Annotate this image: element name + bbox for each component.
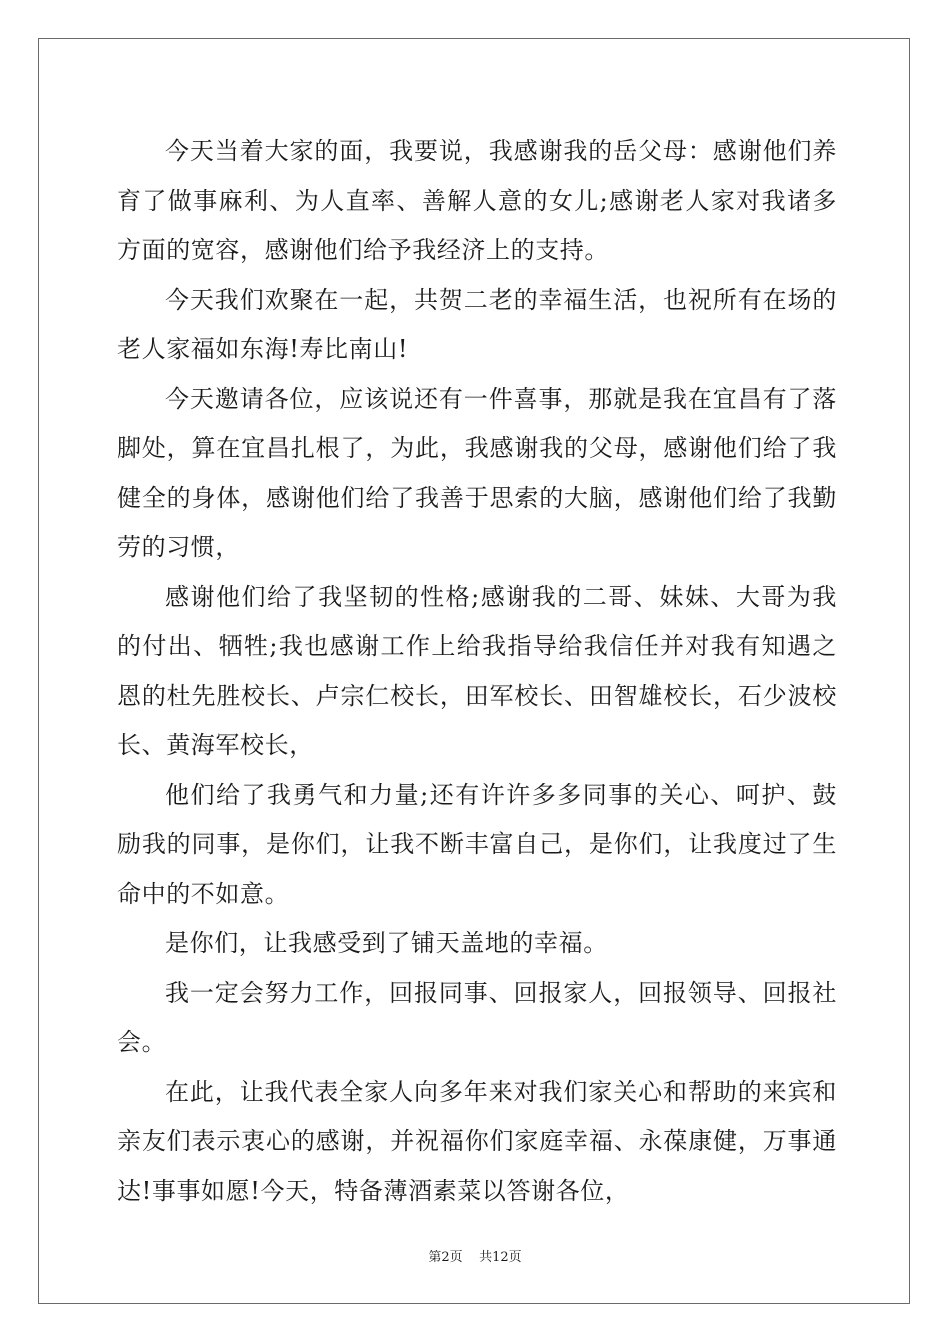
paragraph: 今天当着大家的面，我要说，我感谢我的岳父母：感谢他们养育了做事麻利、为人直率、善解人意的女儿;感谢老人家对我诸多方面的宽容，感谢他们给予我经济上的支持。 — [117, 137, 837, 264]
page-total: 共12页 — [479, 1250, 522, 1265]
paragraph: 今天我们欢聚在一起，共贺二老的幸福生活，也祝所有在场的老人家福如东海!寿比南山! — [117, 285, 837, 363]
document-body — [117, 127, 837, 1216]
paragraph: 在此，让我代表全家人向多年来对我们家关心和帮助的来宾和亲友们表示衷心的感谢，并祝福你们家庭幸福、永葆康健，万事通达!事事如愿!今天，特备薄酒素菜以答谢各位， — [117, 1077, 837, 1205]
paragraph: 他们给了我勇气和力量;还有许许多多同事的关心、呵护、鼓励我的同事，是你们，让我不断丰富自己，是你们，让我度过了生命中的不如意。 — [117, 780, 837, 908]
paragraph: 是你们，让我感受到了铺天盖地的幸福。 — [165, 929, 608, 957]
paragraph: 感谢他们给了我坚韧的性格;感谢我的二哥、妹妹、大哥为我的付出、牺牲;我也感谢工作上给我指导给我信任并对我有知遇之恩的杜先胜校长、卢宗仁校长，田军校长、田智雄校长，石少波校长、黄海军校长， — [117, 582, 837, 759]
paragraph: 今天邀请各位，应该说还有一件喜事，那就是我在宜昌有了落脚处，算在宜昌扎根了，为此，我感谢我的父母，感谢他们给了我健全的身体，感谢他们给了我善于思索的大脑，感谢他们给了我勤劳的习惯， — [117, 384, 837, 561]
page-number: 第2页 — [428, 1250, 463, 1265]
page-footer — [0, 1246, 950, 1265]
paragraph: 我一定会努力工作，回报同事、回报家人，回报领导、回报社会。 — [117, 978, 837, 1056]
